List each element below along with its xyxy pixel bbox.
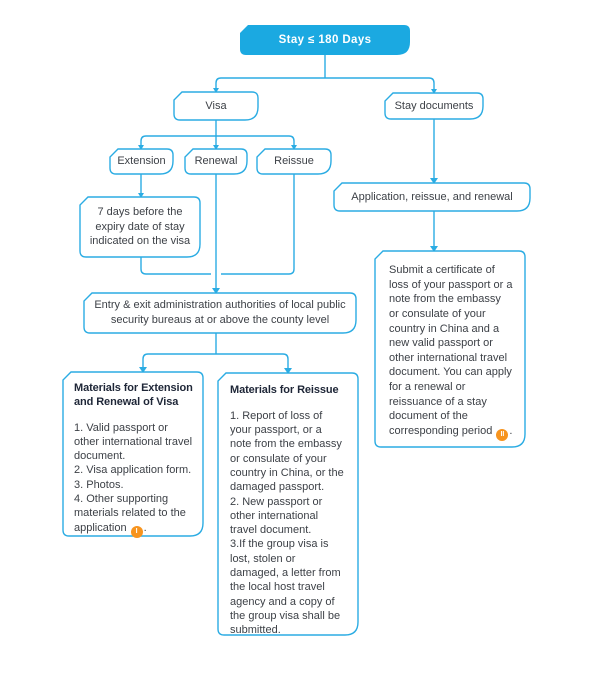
panel-stay-document-note	[375, 251, 525, 447]
panel-materials-reissue	[218, 373, 358, 635]
node-application-reissue-renewal: Application, reissue, and renewal	[351, 191, 513, 203]
footnote-marker: II	[500, 430, 505, 438]
node-stay-documents: Stay documents	[394, 100, 474, 112]
panel-title: Materials for Extension and Renewal of Visa	[74, 382, 193, 408]
node-entry-exit-authorities: Entry & exit administration authorities of local public security bureaus at or above the county level	[94, 299, 346, 326]
list-item: 1. Valid passport or other international travel document.	[74, 421, 193, 463]
connector-entry-branch	[143, 354, 288, 372]
list-item-text: 4. Other supporting materials related to the application	[74, 492, 186, 534]
connector-root-branch	[216, 78, 434, 93]
panel-materials-extension-renewal	[63, 372, 203, 536]
list-item: 3. Photos.	[74, 478, 124, 491]
list-item	[74, 492, 194, 538]
connector-7days-merge	[141, 257, 211, 274]
footnote-badge-1	[131, 526, 143, 538]
node-stay-180-days: Stay ≤ 180 Days	[278, 34, 372, 46]
list-item-suffix: .	[143, 521, 147, 534]
node-extension: Extension	[117, 155, 166, 167]
note-suffix: .	[509, 424, 513, 437]
footnote-badge-2	[496, 429, 508, 441]
node-7-days-notice: 7 days before the expiry date of stay indicated on the visa	[89, 205, 191, 248]
node-visa: Visa	[205, 100, 227, 112]
list-item: 1. Report of loss of your passport, or a note from the embassy or consulate of your country in China, or the damaged passport.	[230, 409, 344, 494]
list-item: 2. Visa application form.	[74, 464, 192, 477]
node-renewal: Renewal	[194, 155, 238, 167]
panel-title: Materials for Reissue	[230, 384, 339, 396]
list-item: 2. New passport or other international travel document.	[230, 495, 323, 537]
list-item: 3.If the group visa is lost, stolen or damaged, a letter from the local host travel agency and a copy of the group visa shall be submitted.	[230, 538, 341, 637]
connector-reissue-merge	[221, 174, 294, 274]
note-text: Submit a certificate of loss of your passport or a note from the embassy or consulate of your country in China and a new valid passport or other international travel document. You can apply for a renewal or reissuance of a stay document of the corresponding period	[389, 264, 513, 437]
footnote-marker: I	[135, 527, 138, 535]
node-reissue: Reissue	[274, 155, 314, 167]
